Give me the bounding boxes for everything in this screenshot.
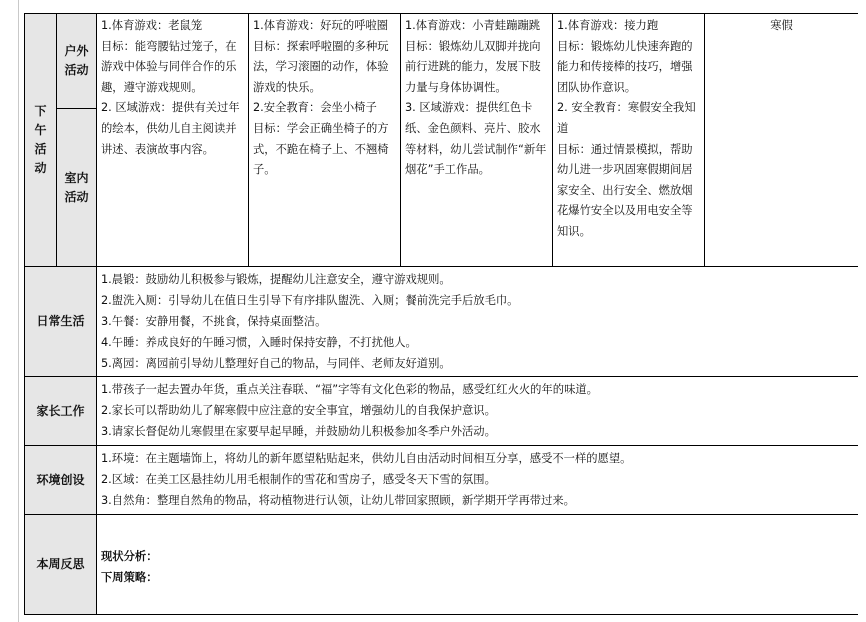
afternoon-thursday-cell bbox=[553, 14, 705, 267]
tuesday-line: 1.体育游戏：好玩的呼啦圈 bbox=[253, 19, 389, 32]
daily-life-cell bbox=[97, 267, 859, 377]
tuesday-line: 2.安全教育：会坐小椅子 bbox=[253, 101, 377, 115]
page-right-margin bbox=[858, 0, 866, 622]
daily-life-line: 5.离园：离园前引导幼儿整理好自己的物品，与同伴、老师友好道别。 bbox=[101, 357, 451, 370]
environment-cell bbox=[97, 446, 859, 515]
weekly-plan-table bbox=[24, 13, 859, 615]
status-analysis-label: 现状分析： bbox=[101, 549, 158, 563]
indoor-activity-label bbox=[57, 109, 97, 267]
afternoon-friday-cell bbox=[705, 14, 859, 267]
parent-work-line: 3.请家长督促幼儿寒假里在家要早起早睡，并鼓励幼儿积极参加冬季户外活动。 bbox=[101, 425, 496, 438]
indoor-activity-label-text: 室内活动 bbox=[64, 170, 89, 204]
tuesday-line: 目标：学会正确坐椅子的方式，不跪在椅子上、不翘椅子。 bbox=[253, 121, 389, 177]
parent-work-label: 家长工作 bbox=[25, 377, 97, 446]
thursday-line: 目标：通过情景模拟，帮助幼儿进一步巩固寒假期间居家安全、出行安全、燃放烟花爆竹安全以及用电安全等知识。 bbox=[557, 142, 693, 238]
daily-life-line: 1.晨锻：鼓励幼儿积极参与锻炼，提醒幼儿注意安全，遵守游戏规则。 bbox=[101, 273, 451, 286]
environment-line: 3.自然角：整理自然角的物品，将动植物进行认领，让幼儿带回家照顾，新学期开学再带过来。 bbox=[101, 494, 575, 507]
thursday-line: 目标：锻炼幼儿快速奔跑的能力和传接棒的技巧，增强团队协作意识。 bbox=[557, 39, 693, 94]
monday-line: 1.体育游戏：老鼠笼 bbox=[101, 19, 203, 32]
next-week-strategy-label: 下周策略： bbox=[101, 570, 158, 584]
daily-life-line: 2.盥洗入厕：引导幼儿在值日生引导下有序排队盥洗、入厕；餐前洗完手后放毛巾。 bbox=[101, 294, 519, 307]
afternoon-wednesday-cell bbox=[401, 14, 553, 267]
parent-work-line: 2.家长可以帮助幼儿了解寒假中应注意的安全事宜，增强幼儿的自我保护意识。 bbox=[101, 404, 496, 417]
afternoon-activity-label bbox=[25, 14, 57, 267]
thursday-line: 2. 安全教育：寒假安全我知道 bbox=[557, 101, 696, 135]
wednesday-line: 3. 区域游戏：提供红色卡纸、金色颜料、亮片、胶水等材料，幼儿尝试制作“新年烟花”手工作品。 bbox=[405, 101, 547, 177]
parent-work-line: 1.带孩子一起去置办年货，重点关注春联、“福”字等有文化色彩的物品，感受红红火火的年的味道。 bbox=[101, 383, 598, 396]
tuesday-line: 目标：探索呼啦圈的多种玩法，学习滚圈的动作，体验游戏的快乐。 bbox=[253, 39, 389, 94]
daily-life-label: 日常生活 bbox=[25, 267, 97, 377]
afternoon-tuesday-cell bbox=[249, 14, 401, 267]
monday-line: 目标：能弯腰钻过笼子，在游戏中体验与同伴合作的乐趣，遵守游戏规则。 bbox=[101, 39, 237, 94]
afternoon-activity-label-text: 下午活动 bbox=[34, 104, 47, 175]
weekly-reflection-label: 本周反思 bbox=[25, 515, 97, 615]
outdoor-activity-label bbox=[57, 14, 97, 109]
page-left-margin bbox=[0, 0, 22, 622]
environment-line: 1.环境：在主题墙饰上，将幼儿的新年愿望粘贴起来，供幼儿自由活动时间相互分享，感受不一样的愿望。 bbox=[101, 452, 632, 465]
margin-guide-line bbox=[18, 0, 19, 622]
wednesday-line: 目标：锻炼幼儿双脚并拢向前行进跳的能力，发展下肢力量与身体协调性。 bbox=[405, 39, 541, 94]
parent-work-cell bbox=[97, 377, 859, 446]
thursday-line: 1.体育游戏：接力跑 bbox=[557, 19, 659, 32]
daily-life-line: 3.午餐：安静用餐，不挑食，保持桌面整洁。 bbox=[101, 315, 327, 328]
afternoon-monday-cell bbox=[97, 14, 249, 267]
monday-line: 2. 区域游戏：提供有关过年的绘本，供幼儿自主阅读并讲述、表演故事内容。 bbox=[101, 101, 240, 156]
daily-life-line: 4.午睡：养成良好的午睡习惯，入睡时保持安静，不打扰他人。 bbox=[101, 336, 417, 349]
environment-line: 2.区域：在美工区悬挂幼儿用毛根制作的雪花和雪房子，感受冬天下雪的氛围。 bbox=[101, 473, 496, 486]
weekly-reflection-cell bbox=[97, 515, 859, 615]
wednesday-line: 1.体育游戏：小青蛙蹦蹦跳 bbox=[405, 19, 541, 32]
outdoor-activity-label-text: 户外活动 bbox=[64, 44, 89, 77]
winter-break-text: 寒假 bbox=[770, 19, 793, 32]
environment-label: 环境创设 bbox=[25, 446, 97, 515]
